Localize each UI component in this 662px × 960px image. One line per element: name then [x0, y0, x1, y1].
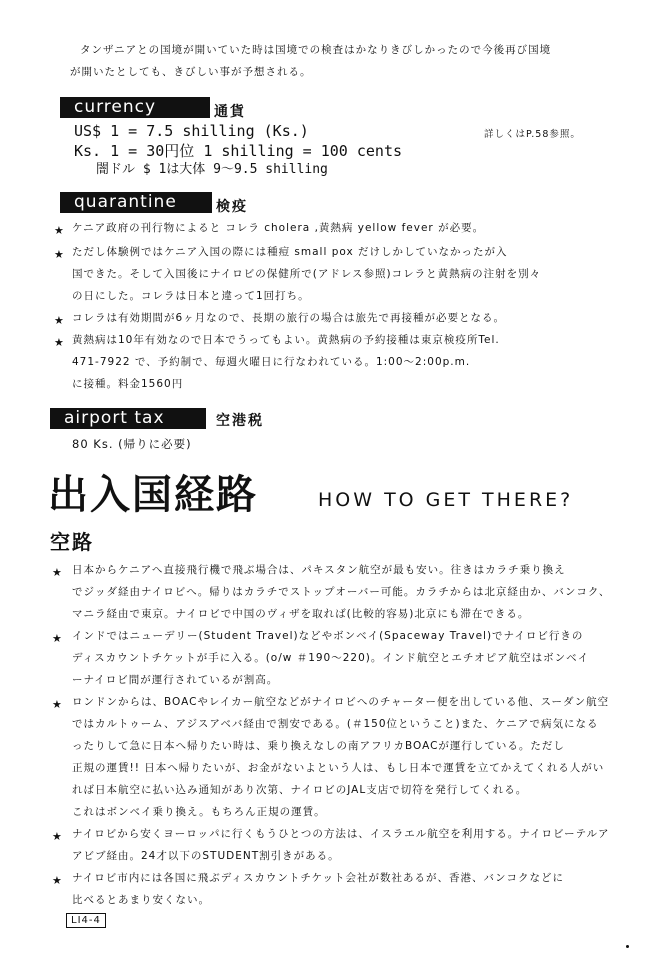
quarantine-badge: quarantine [60, 192, 212, 213]
air-bullet-2-line-3: ーナイロビ間が運行されているが割高。 [72, 674, 279, 686]
currency-badge: currency [60, 97, 210, 118]
air-bullet-3-line-2: ではカルトゥーム、アジスアベバ経由で割安である。(＃150位ということ)また、ケニアで病気になる [72, 718, 599, 730]
quarantine-bullet-4-line-1: 黄熱病は10年有効なので日本でうってもよい。黄熱病の予約接種は東京検疫所Tel. [72, 334, 500, 346]
intro-line-1: タンザニアとの国境が開いていた時は国境での検査はかなりきびしかったので今後再び国境 [80, 44, 552, 56]
air-bullet-5-line-1: ナイロビ市内には各国に飛ぶディスカウントチケット会社が数社あるが、香港、バンコクなどに [72, 872, 564, 884]
bullet-icon: ★ [52, 566, 62, 579]
intro-line-2: が開いたとしても、きびしい事が予想される。 [70, 66, 312, 78]
quarantine-label: 検疫 [216, 199, 248, 215]
air-bullet-4-line-1: ナイロビから安くヨーロッパに行くもうひとつの方法は、イスラエル航空を利用する。ナイロビーテルア [72, 828, 610, 840]
currency-line-3: 闇ドル $ 1は大体 9～9.5 shilling [96, 162, 328, 177]
air-bullet-1-line-3: マニラ経由で東京。ナイロビで中国のヴィザを取れば(比較的容易)北京にも滞在できる。 [72, 608, 530, 620]
bullet-icon: ★ [54, 224, 64, 237]
air-bullet-3-line-5: れば日本航空に払い込み通知があり次第、ナイロビのJAL支店で切符を発行してくれる。 [72, 784, 528, 796]
air-bullet-4-line-2: アビブ経由。24才以下のSTUDENT割引きがある。 [72, 850, 340, 862]
page-subtitle: HOW TO GET THERE? [318, 489, 574, 511]
quarantine-bullet-2-line-2: 国できた。そして入国後にナイロビの保健所で(アドレス参照)コレラと黄熱病の注射を別々 [72, 268, 542, 280]
air-bullet-3-line-3: ったりして急に日本へ帰りたい時は、乗り換えなしの南アフリカBOACが運行している。ただし [72, 740, 565, 752]
air-bullet-5-line-2: 比べるとあまり安くない。 [72, 894, 210, 906]
quarantine-bullet-4-line-3: に接種。料金1560円 [72, 378, 184, 390]
quarantine-bullet-1-line-1: ケニア政府の刊行物によると コレラ cholera ,黄熱病 yellow fever が必要。 [72, 222, 485, 234]
quarantine-bullet-3-line-1: コレラは有効期間が6ヶ月なので、長期の旅行の場合は旅先で再接種が必要となる。 [72, 312, 505, 324]
currency-line-2: Ks. 1 = 30円位 1 shilling = 100 cents [74, 142, 403, 160]
air-route-title: 空路 [50, 530, 94, 554]
air-bullet-1-line-1: 日本からケニアへ直接飛行機で飛ぶ場合は、パキスタン航空が最も安い。往きはカラチ乗り換え [72, 564, 566, 576]
bullet-icon: ★ [52, 632, 62, 645]
airport-tax-line: 80 Ks. (帰りに必要) [72, 437, 192, 451]
quarantine-bullet-2-line-3: の日にした。コレラは日本と違って1回打ち。 [72, 290, 310, 302]
airport-tax-label: 空港税 [216, 413, 264, 429]
bullet-icon: ★ [52, 698, 62, 711]
air-bullet-3-line-4: 正規の運賃!! 日本へ帰りたいが、お金がないよという人は、もし日本で運賃を立てかえてくれる人がい [72, 762, 605, 774]
bullet-icon: ★ [52, 830, 62, 843]
currency-line-1: US$ 1 = 7.5 shilling (Ks.) [74, 122, 309, 140]
quarantine-bullet-2-line-1: ただし体験例ではケニア入国の際には種痘 small pox だけしかしていなかったが入 [72, 246, 508, 258]
air-bullet-3-line-1: ロンドンからは、BOACやレイカー航空などがナイロビへのチャーター便を出している他、スーダン航空 [72, 696, 610, 708]
currency-label: 通貨 [214, 104, 246, 120]
page-title: 出入国経路 [48, 472, 258, 518]
bullet-icon: ★ [52, 874, 62, 887]
bullet-icon: ★ [54, 314, 64, 327]
bullet-icon: ★ [54, 248, 64, 261]
airport-tax-badge: airport tax [50, 408, 206, 429]
currency-note: 詳しくはP.58参照。 [484, 129, 581, 140]
quarantine-bullet-4-line-2: 471-7922 で、予約制で、毎週火曜日に行なわれている。1:00～2:00p.m. [72, 356, 471, 368]
air-bullet-2-line-1: インドではニューデリー(Student Travel)などやボンベイ(Spaceway Travel)でナイロビ行きの [72, 630, 584, 642]
air-bullet-1-line-2: でジッダ経由ナイロビへ。帰りはカラチでストップオーバー可能。カラチからは北京経由か、バンコク、 [72, 586, 611, 598]
page-number: LI4-4 [66, 913, 106, 928]
air-bullet-2-line-2: ディスカウントチケットが手に入る。(o/w ＃190～220)。インド航空とエチオピア航空はボンベイ [72, 652, 590, 664]
stray-mark [626, 945, 629, 948]
bullet-icon: ★ [54, 336, 64, 349]
air-bullet-3-line-6: これはボンベイ乗り換え。もちろん正規の運賃。 [72, 806, 326, 818]
